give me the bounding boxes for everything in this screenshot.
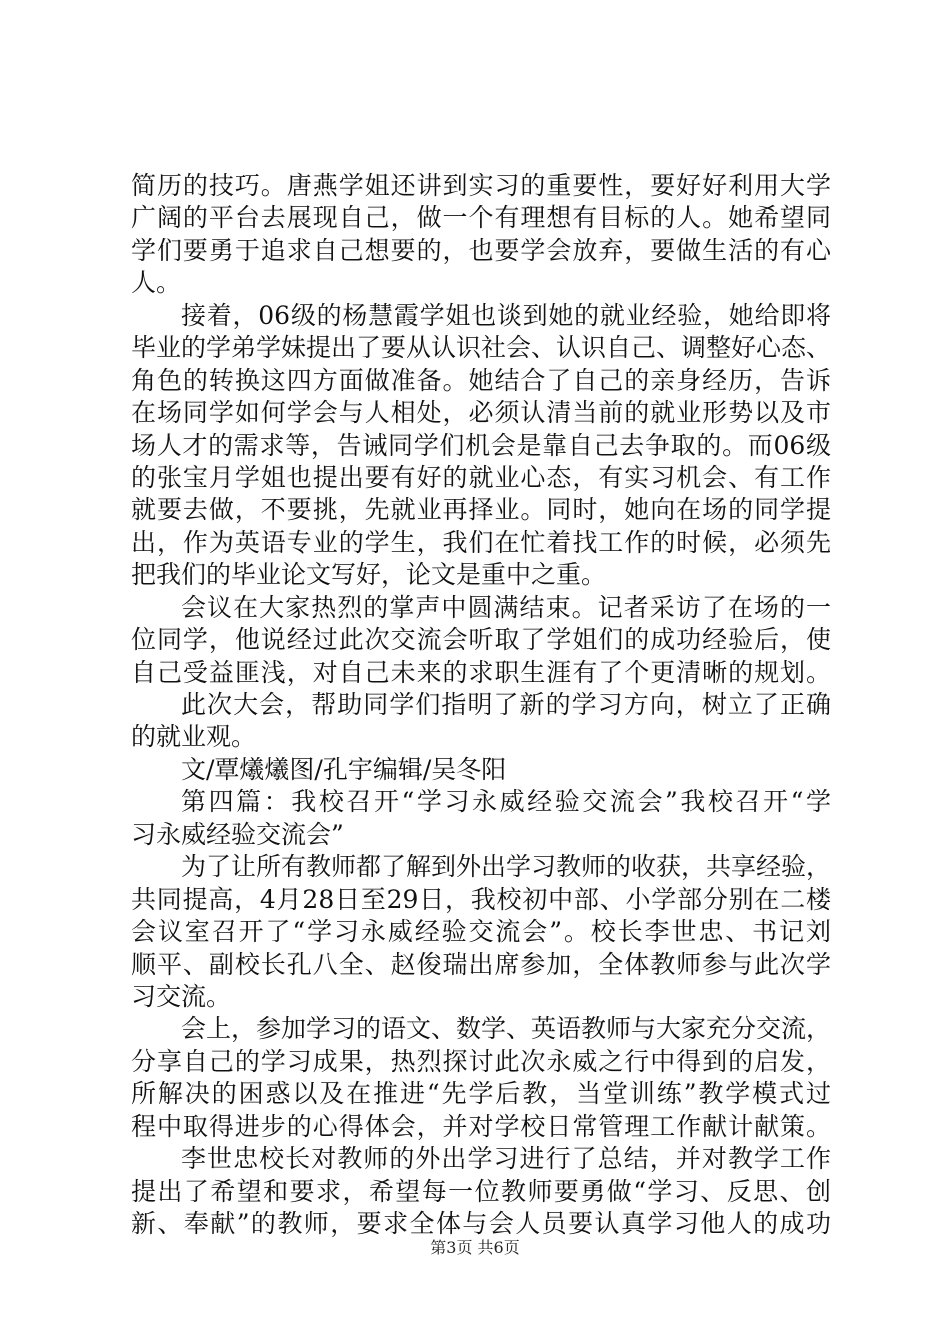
text-line: 所解决的困惑以及在推进“先学后教，当堂训练”教学模式过: [131, 1079, 831, 1109]
text-line: 场人才的需求等，告诫同学们机会是靠自己去争取的。而06级: [131, 430, 831, 460]
text-line: 习永威经验交流会”: [131, 819, 344, 849]
page-footer: 第3页 共6页: [430, 1238, 520, 1257]
text-line: 会议在大家热烈的掌声中圆满结束。记者采访了在场的一: [181, 592, 831, 622]
text-line: 学们要勇于追求自己想要的，也要学会放弃，要做生活的有心: [131, 235, 831, 265]
text-line: 就要去做，不要挑，先就业再择业。同时，她向在场的同学提: [131, 495, 831, 525]
text-line: 习交流。: [131, 981, 232, 1011]
text-line: 顺平、副校长孔八全、赵俊瑞出席参加，全体教师参与此次学: [131, 949, 831, 979]
text-line: 会上，参加学习的语文、数学、英语教师与大家充分交流，: [181, 1014, 832, 1044]
text-line: 第四篇：我校召开“学习永威经验交流会”我校召开“学: [181, 787, 831, 817]
text-line: 出，作为英语专业的学生，我们在忙着找工作的时候，必须先: [131, 527, 831, 557]
document-body: [131, 170, 831, 1240]
text-line: 李世忠校长对教师的外出学习进行了总结，并对教学工作: [181, 1144, 831, 1174]
text-line: 新、奉献”的教师，要求全体与会人员要认真学习他人的成功: [131, 1209, 831, 1238]
text-line: 角色的转换这四方面做准备。她结合了自己的亲身经历，告诉: [131, 365, 831, 395]
text-line: 程中取得进步的心得体会，并对学校日常管理工作献计献策。: [131, 1111, 831, 1141]
text-line: 此次大会，帮助同学们指明了新的学习方向，树立了正确: [181, 690, 831, 719]
text-line: 文/覃爔爔图/孔宇编辑/吴冬阳: [181, 754, 507, 784]
text-line: 在场同学如何学会与人相处，必须认清当前的就业形势以及市: [131, 398, 831, 428]
text-line: 提出了希望和要求，希望每一位教师要勇做“学习、反思、创: [131, 1176, 831, 1206]
text-line: 共同提高，4月28日至29日，我校初中部、小学部分别在二楼: [131, 884, 831, 914]
text-line: 会议室召开了“学习永威经验交流会”。校长李世忠、书记刘: [131, 917, 831, 947]
text-line: 的张宝月学姐也提出要有好的就业心态，有实习机会、有工作: [131, 462, 831, 492]
text-line: 毕业的学弟学妹提出了要从认识社会、认识自己、调整好心态、: [131, 333, 832, 363]
text-line: 自己受益匪浅，对自己未来的求职生涯有了个更清晰的规划。: [131, 657, 831, 687]
text-line: 接着，06级的杨慧霞学姐也谈到她的就业经验，她给即将: [181, 300, 831, 330]
text-line: 为了让所有教师都了解到外出学习教师的收获，共享经验，: [181, 852, 832, 882]
text-line: 的就业观。: [131, 722, 257, 752]
text-line: 把我们的毕业论文写好，论文是重中之重。: [131, 560, 607, 590]
text-line: 人。: [131, 268, 182, 298]
text-line: 简历的技巧。唐燕学姐还讲到实习的重要性，要好好利用大学: [131, 171, 831, 200]
text-line: 广阔的平台去展现自己，做一个有理想有目标的人。她希望同: [131, 203, 831, 233]
text-line: 分享自己的学习成果，热烈探讨此次永威之行中得到的启发，: [131, 1046, 831, 1076]
text-line: 位同学，他说经过此次交流会听取了学姐们的成功经验后，使: [131, 625, 831, 655]
